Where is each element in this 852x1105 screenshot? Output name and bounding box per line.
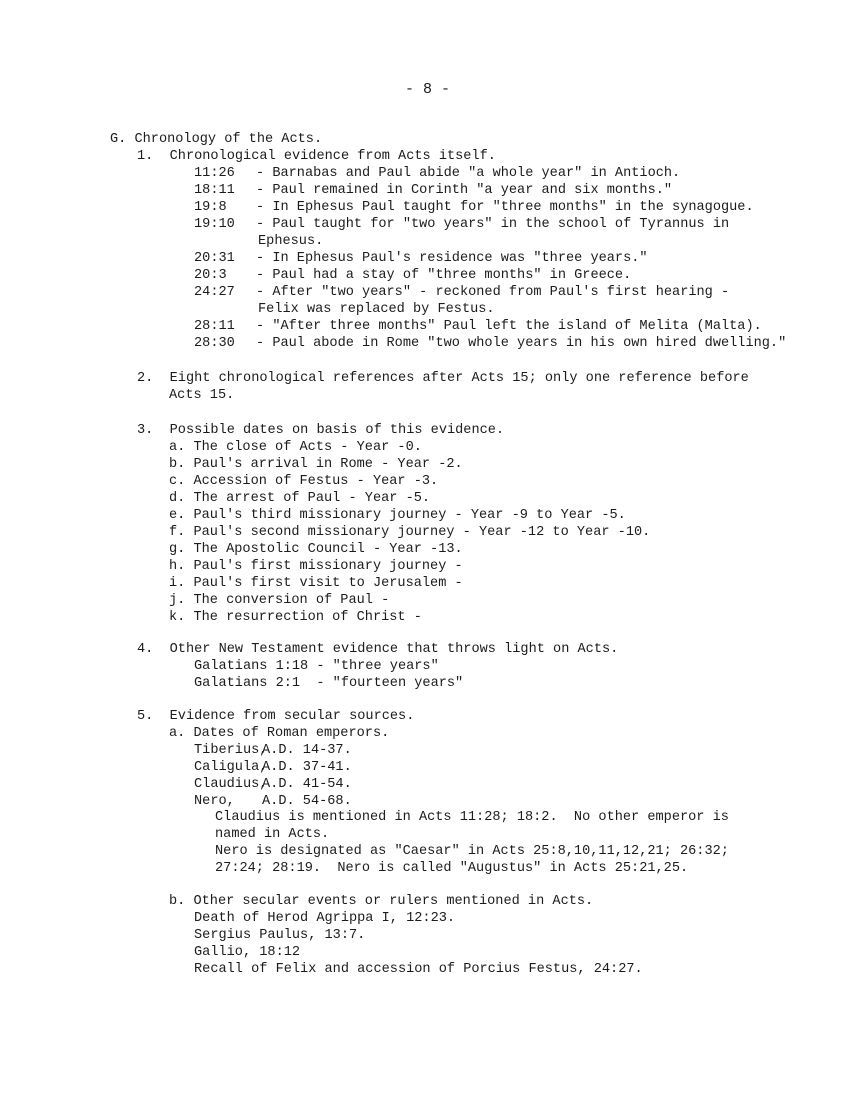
item-2-text-continuation: Acts 15. (169, 388, 235, 403)
verse-ref-line (194, 285, 729, 301)
emperor-note: named in Acts. (215, 827, 330, 842)
date-entry: g. The Apostolic Council - Year -13. (169, 542, 463, 557)
date-entry: h. Paul's first missionary journey - (169, 559, 463, 574)
emperor-note: Nero is designated as "Caesar" in Acts 25:8,10,11,12,21; 26:32; (215, 844, 729, 859)
verse-text-continuation: Felix was replaced by Festus. (258, 302, 495, 317)
verse-number: 19:8 (194, 200, 227, 215)
verse-ref-line (194, 183, 672, 199)
verse-text: - Paul remained in Corinth "a year and six months." (256, 183, 673, 198)
date-entry: i. Paul's first visit to Jerusalem - (169, 576, 463, 591)
secular-event: Death of Herod Agrippa I, 12:23. (194, 911, 456, 926)
verse-text: - In Ephesus Paul taught for "three months" in the synagogue. (256, 200, 754, 215)
verse-text: - "After three months" Paul left the island of Melita (Malta). (256, 319, 762, 334)
verse-number: 18:11 (194, 183, 235, 198)
item-5-heading: 5. Evidence from secular sources. (137, 709, 415, 724)
secular-event: Recall of Felix and accession of Porcius Festus, 24:27. (194, 962, 643, 977)
galatians-ref: Galatians 2:1 - "fourteen years" (194, 676, 464, 691)
emperor-name: Caligula, (194, 760, 268, 775)
verse-text-continuation: Ephesus. (258, 234, 324, 249)
emperor-name: Claudius, (194, 777, 268, 792)
item-2-text: 2. Eight chronological references after Acts 15; only one reference before (137, 371, 749, 386)
item-3-heading: 3. Possible dates on basis of this evidence. (137, 423, 505, 438)
emperor-note: Claudius is mentioned in Acts 11:28; 18:2. No other emperor is (215, 810, 729, 825)
date-entry: e. Paul's third missionary journey - Year -9 to Year -5. (169, 508, 626, 523)
emperor-line (194, 777, 352, 793)
emperor-line (194, 743, 352, 759)
date-entry: k. The resurrection of Christ - (169, 610, 422, 625)
date-entry: j. The conversion of Paul - (169, 593, 390, 608)
verse-number: 24:27 (194, 285, 235, 300)
verse-number: 28:30 (194, 336, 235, 351)
verse-ref-line (194, 200, 754, 216)
galatians-ref: Galatians 1:18 - "three years" (194, 659, 439, 674)
secular-event: Gallio, 18:12 (194, 945, 301, 960)
emperor-line (194, 760, 352, 776)
verse-ref-line (194, 319, 762, 335)
verse-text: - In Ephesus Paul's residence was "three years." (256, 251, 648, 266)
verse-ref-line (194, 268, 631, 284)
verse-number: 11:26 (194, 166, 235, 181)
verse-ref-line (194, 336, 786, 352)
page-number: - 8 - (405, 81, 451, 98)
verse-text: - Barnabas and Paul abide "a whole year" in Antioch. (256, 166, 681, 181)
date-entry: a. The close of Acts - Year -0. (169, 440, 422, 455)
date-entry: b. Paul's arrival in Rome - Year -2. (169, 457, 463, 472)
verse-text: - Paul had a stay of "three months" in Greece. (256, 268, 632, 283)
verse-number: 20:3 (194, 268, 227, 283)
verse-text: - Paul abode in Rome "two whole years in his own hired dwelling." (256, 336, 787, 351)
secular-event: Sergius Paulus, 13:7. (194, 928, 366, 943)
emperor-note: 27:24; 28:19. Nero is called "Augustus" in Acts 25:21,25. (215, 861, 689, 876)
date-entry: f. Paul's second missionary journey - Year -12 to Year -10. (169, 525, 651, 540)
emperor-dates: A.D. 41-54. (262, 777, 352, 792)
verse-text: - After "two years" - reckoned from Paul's first hearing - (256, 285, 730, 300)
date-entry: d. The arrest of Paul - Year -5. (169, 491, 431, 506)
emperor-dates: A.D. 37-41. (262, 760, 352, 775)
verse-number: 28:11 (194, 319, 235, 334)
section-heading: G. Chronology of the Acts. (110, 132, 323, 147)
emperor-name: Nero, (194, 794, 235, 809)
emperor-name: Tiberius, (194, 743, 268, 758)
emperor-dates: A.D. 14-37. (262, 743, 352, 758)
emperor-dates: A.D. 54-68. (262, 794, 352, 809)
verse-text: - Paul taught for "two years" in the school of Tyrannus in (256, 217, 730, 232)
date-entry: c. Accession of Festus - Year -3. (169, 474, 439, 489)
sub-b-heading: b. Other secular events or rulers mentioned in Acts. (169, 894, 594, 909)
verse-number: 20:31 (194, 251, 235, 266)
item-1-heading: 1. Chronological evidence from Acts itself. (137, 149, 496, 164)
item-4-heading: 4. Other New Testament evidence that throws light on Acts. (137, 642, 619, 657)
sub-a-heading: a. Dates of Roman emperors. (169, 726, 390, 741)
verse-ref-line (194, 217, 729, 233)
verse-ref-line (194, 166, 680, 182)
verse-ref-line (194, 251, 648, 267)
emperor-line (194, 794, 352, 810)
verse-number: 19:10 (194, 217, 235, 232)
